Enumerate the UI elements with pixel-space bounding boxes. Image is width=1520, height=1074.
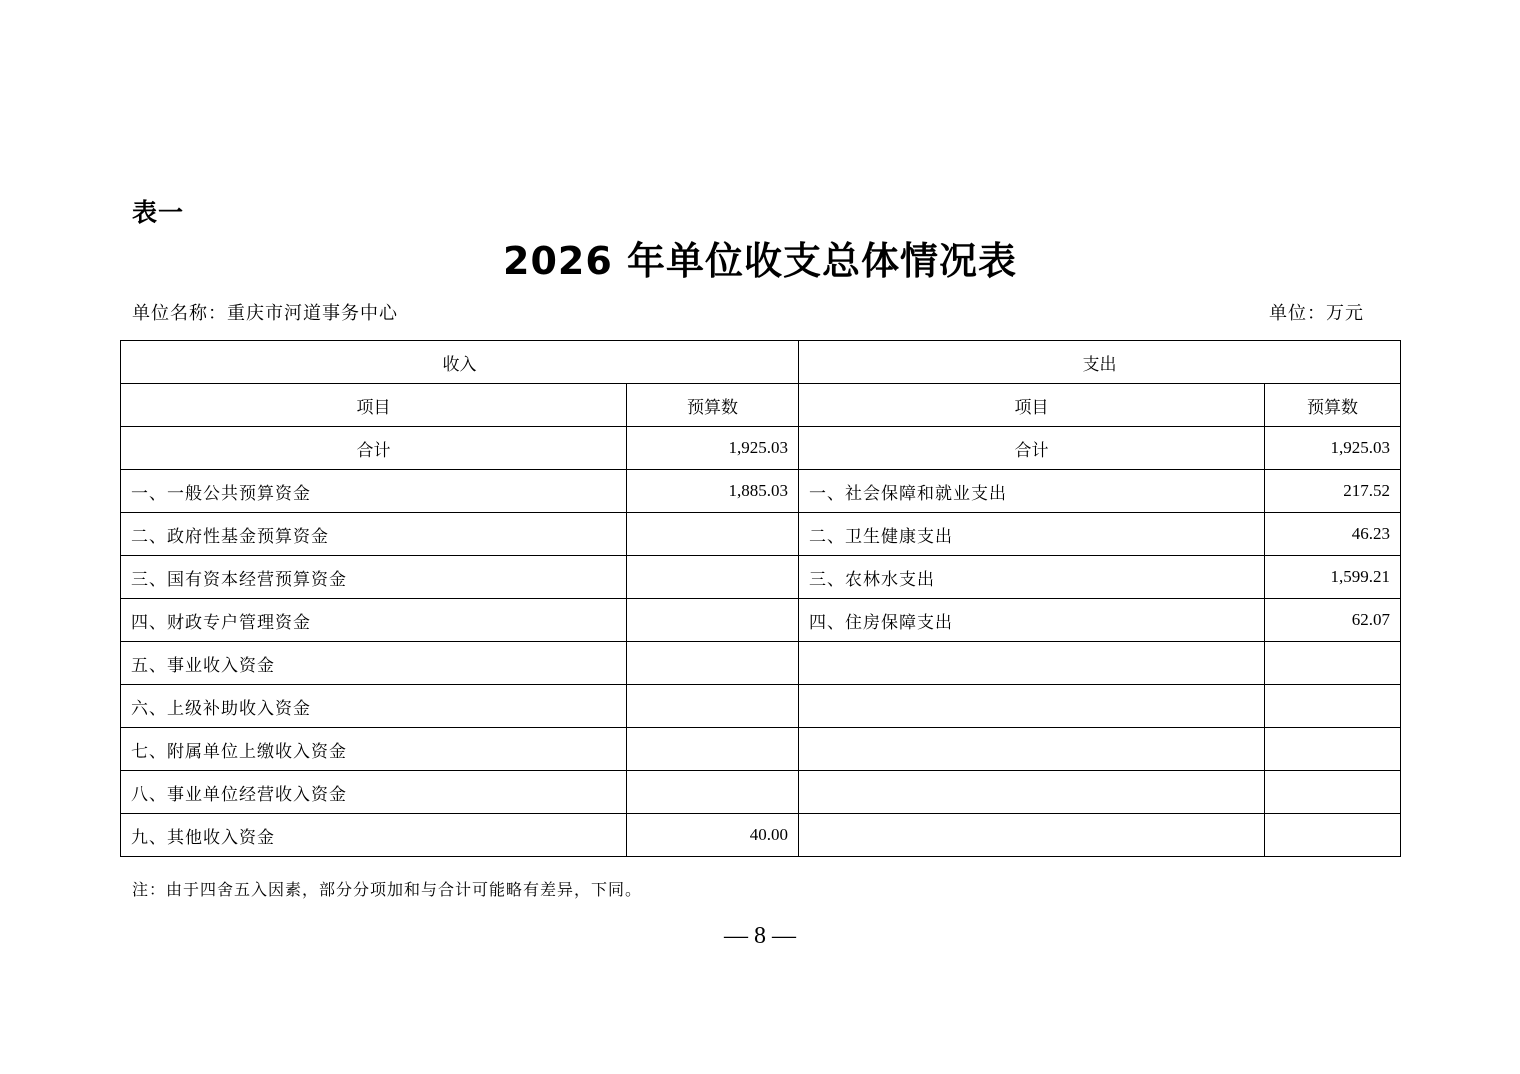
table-row [121,556,1401,599]
table-row [121,470,1401,513]
income-item-cell: 五、事业收入资金 [121,642,627,685]
income-item-cell: 三、国有资本经营预算资金 [121,556,627,599]
table-row [121,685,1401,728]
income-value-cell [627,556,799,599]
table-row [121,728,1401,771]
expense-item-cell: 合计 [799,427,1265,470]
table-row [121,642,1401,685]
table-label: 表一 [132,198,185,227]
expense-value-cell: 62.07 [1265,599,1401,642]
footnote: 注：由于四舍五入因素，部分分项加和与合计可能略有差异，下同。 [132,880,643,899]
income-item-cell: 七、附属单位上缴收入资金 [121,728,627,771]
income-value-cell [627,771,799,814]
expense-item-cell [799,642,1265,685]
income-item-cell: 一、一般公共预算资金 [121,470,627,513]
income-value-cell [627,599,799,642]
income-header: 收入 [121,341,799,384]
expense-item-cell [799,685,1265,728]
unit-name: 单位名称：重庆市河道事务中心 [132,303,398,324]
budget-table [120,340,1401,857]
expense-value-cell: 46.23 [1265,513,1401,556]
expense-budget-header: 预算数 [1265,384,1401,427]
table-row [121,771,1401,814]
income-value-cell [627,685,799,728]
expense-item-cell: 一、社会保障和就业支出 [799,470,1265,513]
expense-item-cell [799,728,1265,771]
income-value-cell [627,728,799,771]
expense-value-cell [1265,728,1401,771]
expense-item-header: 项目 [799,384,1265,427]
income-value-cell: 1,885.03 [627,470,799,513]
income-item-cell: 六、上级补助收入资金 [121,685,627,728]
table-row [121,814,1401,857]
income-value-cell [627,642,799,685]
expense-item-cell [799,771,1265,814]
income-item-cell: 八、事业单位经营收入资金 [121,771,627,814]
unit-measure: 单位：万元 [1269,303,1364,324]
income-budget-header: 预算数 [627,384,799,427]
income-value-cell: 1,925.03 [627,427,799,470]
income-item-cell: 合计 [121,427,627,470]
expense-value-cell [1265,771,1401,814]
expense-value-cell [1265,685,1401,728]
expense-value-cell [1265,814,1401,857]
expense-value-cell: 1,599.21 [1265,556,1401,599]
expense-item-cell: 二、卫生健康支出 [799,513,1265,556]
meta-row [132,299,1364,325]
expense-value-cell [1265,642,1401,685]
income-item-cell: 九、其他收入资金 [121,814,627,857]
income-item-cell: 二、政府性基金预算资金 [121,513,627,556]
expense-value-cell: 1,925.03 [1265,427,1401,470]
income-value-cell [627,513,799,556]
income-item-header: 项目 [121,384,627,427]
section-header-row [121,341,1401,384]
income-item-cell: 四、财政专户管理资金 [121,599,627,642]
table-row [121,599,1401,642]
page-number: — 8 — [724,923,796,949]
page-title: 2026 年单位收支总体情况表 [503,239,1017,283]
column-header-row [121,384,1401,427]
expense-item-cell [799,814,1265,857]
expense-header: 支出 [799,341,1401,384]
expense-value-cell: 217.52 [1265,470,1401,513]
income-value-cell: 40.00 [627,814,799,857]
expense-item-cell: 三、农林水支出 [799,556,1265,599]
table-row [121,513,1401,556]
total-row [121,427,1401,470]
expense-item-cell: 四、住房保障支出 [799,599,1265,642]
